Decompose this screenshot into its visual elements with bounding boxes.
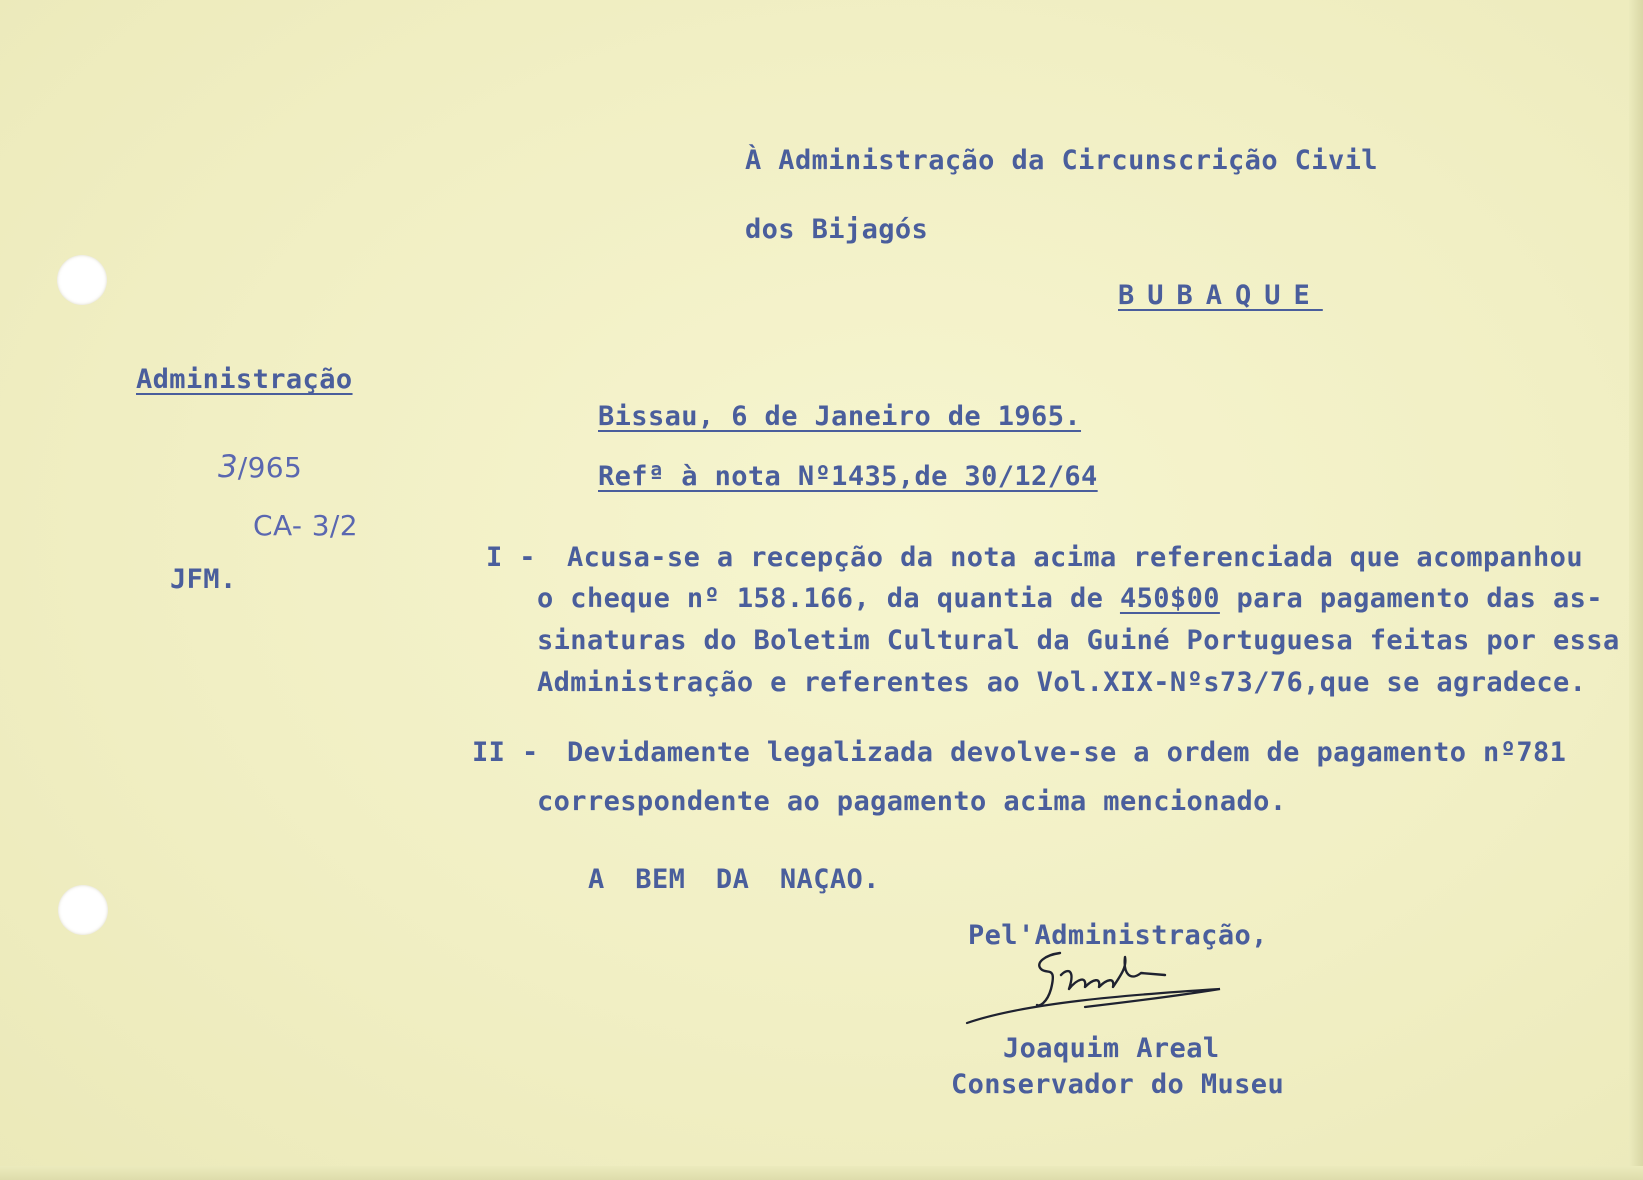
item-1-line-2-end: para pagamento das as- (1219, 583, 1603, 614)
date-line: Bissau, 6 de Janeiro de 1965. (598, 401, 1082, 432)
sender-initials: JFM. (170, 564, 237, 595)
punch-hole-top (57, 255, 107, 305)
paper-edge-bottom (0, 1166, 1643, 1180)
reference-line: Refª à nota Nº1435,de 30/12/64 (598, 461, 1098, 492)
sender-department: Administração (136, 364, 353, 395)
item-2-label: II - (472, 737, 539, 768)
sender-reference-number (218, 449, 303, 485)
item-1-line-2-start: o cheque nº 158.166, da quantia de (537, 583, 1120, 614)
recipient-line-1: À Administração da Circunscrição Civil (745, 145, 1378, 176)
signature-on-behalf: Pel'Administração, (968, 920, 1268, 951)
handwritten-signature (965, 945, 1285, 1035)
signatory-title: Conservador do Museu (951, 1069, 1285, 1100)
sender-code: CA- 3/2 (253, 509, 358, 542)
item-1-line-3: sinaturas do Boletim Cultural da Guiné Portuguesa feitas por essa (537, 625, 1620, 656)
item-2-line-2: correspondente ao pagamento acima mencionado. (537, 786, 1287, 817)
item-1-line-1: Acusa-se a recepção da nota acima referenciada que acompanhou (567, 542, 1583, 573)
item-1-label: I - (486, 542, 536, 573)
item-1-line-4: Administração e referentes ao Vol.XIX-Nºs73/76,que se agradece. (537, 667, 1587, 698)
paper-edge-right (1629, 0, 1643, 1180)
reference-handwritten-number: 3 (218, 449, 238, 485)
signatory-name: Joaquim Areal (1003, 1033, 1220, 1064)
item-1-line-2 (537, 585, 1603, 612)
punch-hole-bottom (58, 885, 108, 935)
closing-salutation: A BEM DA NAÇAO. (588, 864, 880, 895)
item-2-line-1: Devidamente legalizada devolve-se a ordem de pagamento nº781 (567, 737, 1567, 768)
cheque-amount: 450$00 (1119, 583, 1220, 614)
reference-year: /965 (237, 451, 303, 484)
recipient-line-2: dos Bijagós (745, 214, 929, 245)
recipient-city: BUBAQUE (1118, 280, 1323, 311)
